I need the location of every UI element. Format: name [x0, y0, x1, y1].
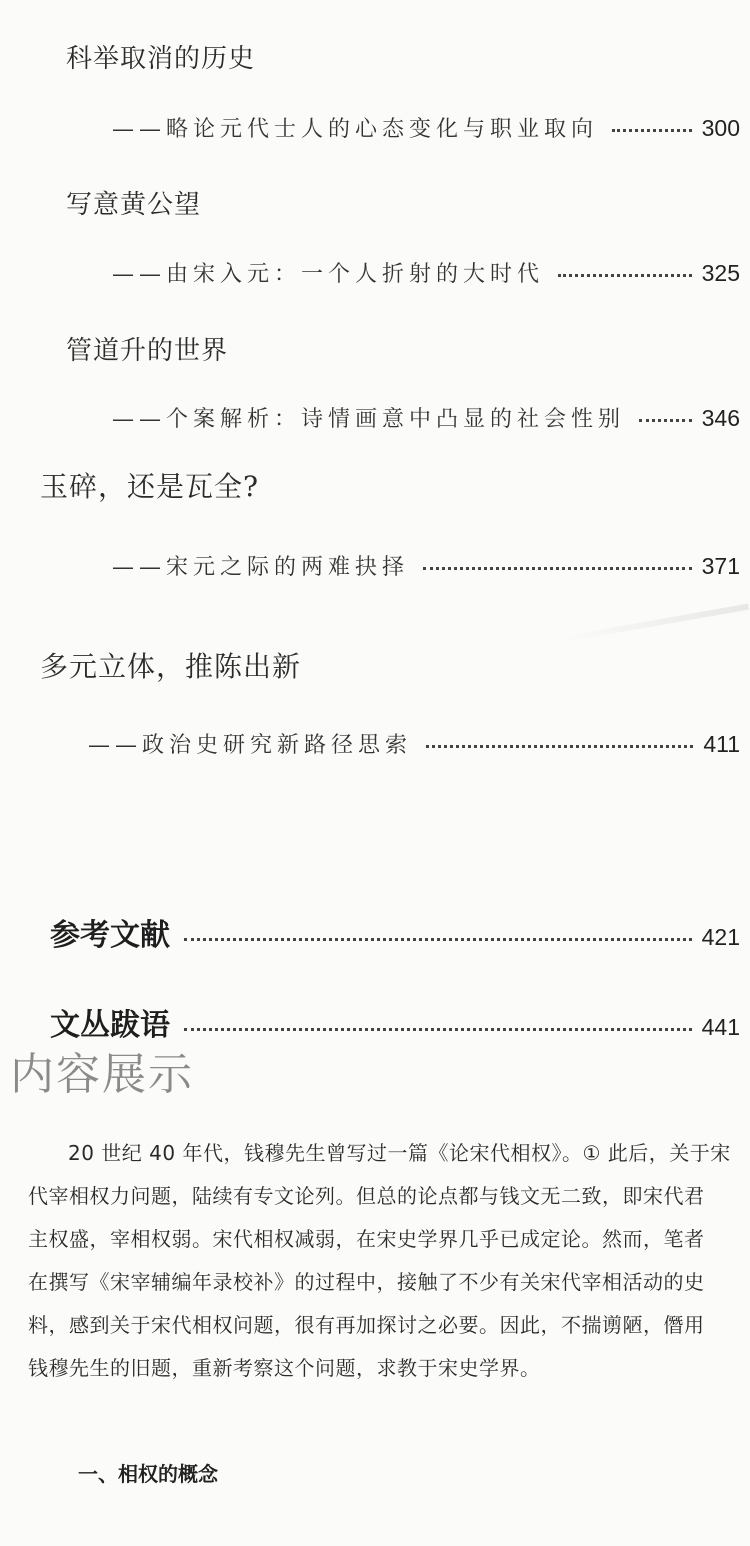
dot-leader: [184, 938, 692, 941]
toc-page-number: 441: [701, 1014, 740, 1040]
toc-entry-subtitle-row: [112, 550, 740, 581]
body-line: 代宰相权力问题，陆续有专文论列。但总的论点都与钱文无二致，即宋代君: [28, 1184, 705, 1208]
toc-entry-title: 管道升的世界: [66, 336, 229, 366]
toc-entry-subtitle: ——个案解析：诗情画意中凸显的社会性别: [112, 407, 626, 432]
body-line: 料，感到关于宋代相权问题，很有再加探讨之必要。因此，不揣谫陋，僭用: [28, 1313, 705, 1337]
section-title: 一、相权的概念: [78, 1462, 218, 1486]
toc-page-number: 411: [703, 731, 740, 757]
toc-page-number: 371: [701, 553, 740, 579]
toc-entry-title: 科举取消的历史: [66, 44, 256, 74]
toc-entry-title: 写意黄公望: [66, 190, 202, 220]
toc-entry-title: 玉碎，还是瓦全?: [40, 470, 260, 503]
toc-entry-subtitle: ——政治史研究新路径思索: [88, 733, 413, 758]
dot-leader: [612, 129, 692, 132]
dot-leader: [558, 274, 692, 277]
toc-entry-subtitle: ——由宋入元：一个人折射的大时代: [112, 262, 545, 287]
body-line: 在撰写《宋宰辅编年录校补》的过程中，接触了不少有关宋代宰相活动的史: [28, 1270, 705, 1294]
toc-page-number: 300: [701, 115, 740, 141]
toc-page-number: 421: [701, 924, 740, 950]
toc-page-number: 325: [701, 260, 740, 286]
toc-entry-title: 多元立体，推陈出新: [40, 650, 302, 683]
toc-entry-subtitle-row: [112, 402, 740, 433]
dot-leader: [426, 745, 693, 748]
toc-entry-subtitle: ——略论元代士人的心态变化与职业取向: [112, 117, 599, 142]
dot-leader: [184, 1028, 692, 1031]
postscript-label: 文丛跋语: [50, 1008, 170, 1043]
toc-entry-subtitle: ——宋元之际的两难抉择: [112, 555, 410, 580]
toc-page-number: 346: [701, 405, 740, 431]
body-line: 主权盛，宰相权弱。宋代相权减弱，在宋史学界几乎已成定论。然而，笔者: [28, 1227, 705, 1251]
content-display-heading: 内容展示: [10, 1049, 194, 1100]
body-line: 钱穆先生的旧题，重新考察这个问题，求教于宋史学界。: [28, 1356, 541, 1380]
body-paragraph: [28, 1132, 740, 1390]
toc-references-row: [50, 910, 740, 954]
paper-shadow: [561, 604, 749, 643]
dot-leader: [423, 567, 692, 570]
toc-entry-subtitle-row: [112, 112, 740, 143]
dot-leader: [639, 419, 692, 422]
toc-entry-subtitle-row: [88, 728, 740, 759]
references-label: 参考文献: [50, 918, 170, 953]
body-line: 20 世纪 40 年代，钱穆先生曾写过一篇《论宋代相权》。① 此后，关于宋: [68, 1141, 731, 1165]
toc-entry-subtitle-row: [112, 257, 740, 288]
